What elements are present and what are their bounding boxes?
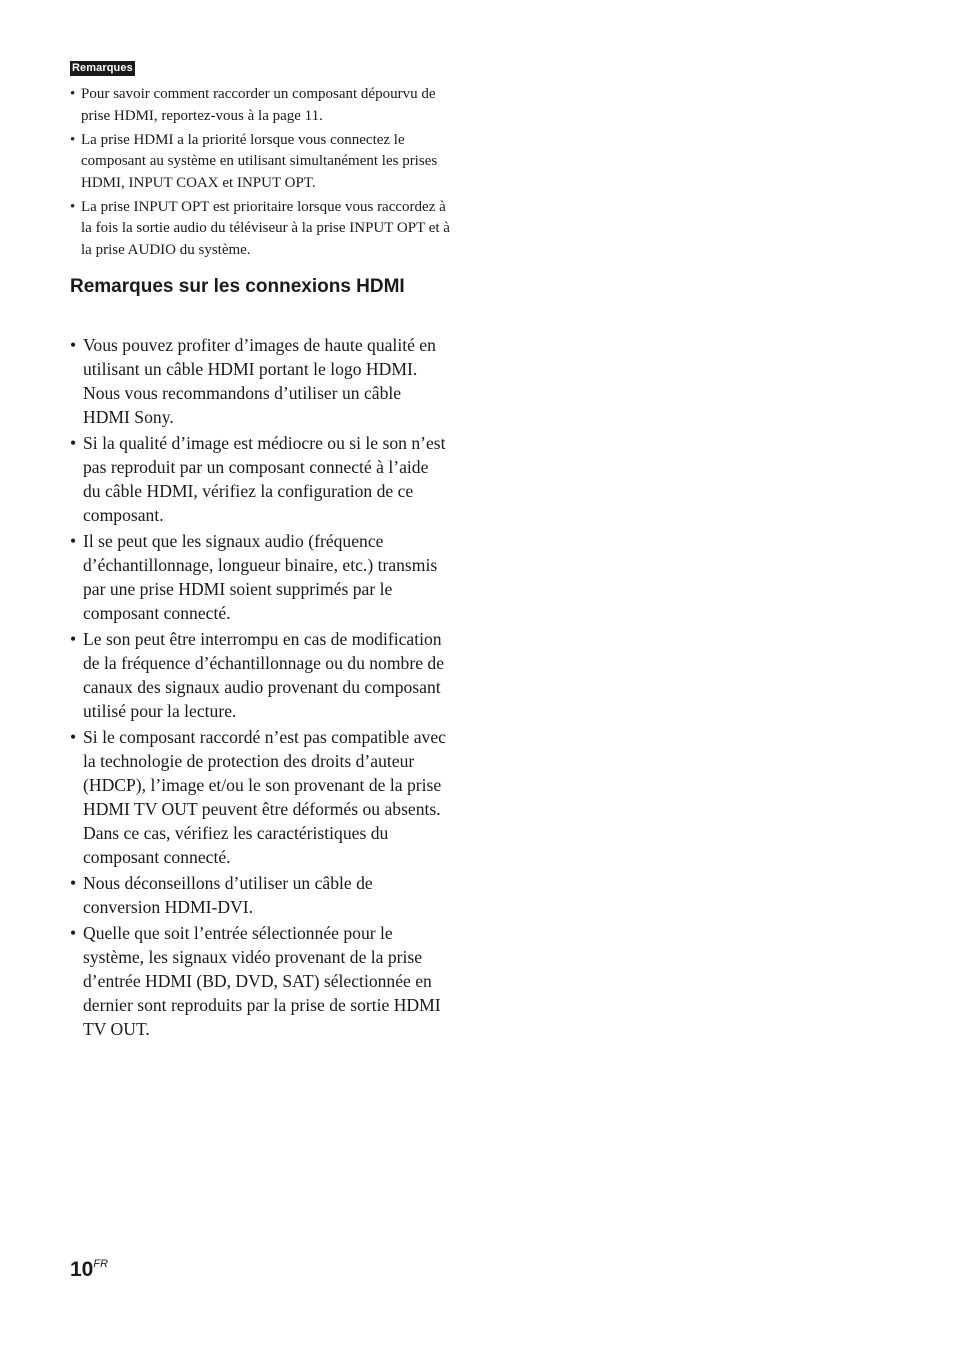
hdmi-note-item: • Nous déconseillons d’utiliser un câble de conversion HDMI-DVI.	[70, 871, 450, 919]
hdmi-note-item	[70, 725, 450, 869]
hdmi-note-item: • Il se peut que les signaux audio (fréquence d’échantillonnage, longueur binaire, etc.) transmis par une prise HDMI soient supprimés par le composant connecté.	[70, 529, 450, 625]
hdmi-note-item: • Quelle que soit l’entrée sélectionnée pour le système, les signaux vidéo provenant de la prise d’entrée HDMI (BD, DVD, SAT) sélectionnée en dernier sont reproduits par la prise de sortie HDMI TV OUT.	[70, 921, 450, 1041]
page-language-code: FR	[93, 1258, 109, 1270]
hdmi-note-text: Si le composant raccordé n’est pas compatible avec la technologie de protection des droits d’auteur (HDCP), l’image et/ou le son provenant de la prise HDMI TV OUT peuvent être déformés ou absents.	[83, 727, 446, 819]
hdmi-note-item: • Vous pouvez profiter d’images de haute qualité en utilisant un câble HDMI portant le logo HDMI. Nous vous recommandons d’utiliser un câble HDMI Sony.	[70, 333, 450, 429]
notes-list	[70, 84, 450, 264]
section-heading: Remarques sur les connexions HDMI	[70, 276, 405, 297]
page-number	[70, 1258, 108, 1282]
page-number-value: 10	[70, 1258, 94, 1281]
notes-badge: Remarques	[72, 62, 133, 74]
hdmi-note-item: • Si la qualité d’image est médiocre ou si le son n’est pas reproduit par un composant connecté à l’aide du câble HDMI, vérifiez la configuration de ce composant.	[70, 431, 450, 527]
hdmi-note-followup: Dans ce cas, vérifiez les caractéristiques du composant connecté.	[83, 823, 389, 867]
note-item: • Pour savoir comment raccorder un composant dépourvu de prise HDMI, reportez-vous à la page 11.	[70, 84, 450, 127]
hdmi-notes-list	[70, 333, 450, 1043]
note-item: • La prise HDMI a la priorité lorsque vous connectez le composant au système en utilisant simultanément les prises HDMI, INPUT COAX et INPUT OPT.	[70, 130, 450, 195]
note-item: • La prise INPUT OPT est prioritaire lorsque vous raccordez à la fois la sortie audio du téléviseur à la prise INPUT OPT et à la prise AUDIO du système.	[70, 197, 450, 262]
hdmi-note-item: • Le son peut être interrompu en cas de modification de la fréquence d’échantillonnage ou du nombre de canaux des signaux audio provenant du composant utilisé pour la lecture.	[70, 627, 450, 723]
